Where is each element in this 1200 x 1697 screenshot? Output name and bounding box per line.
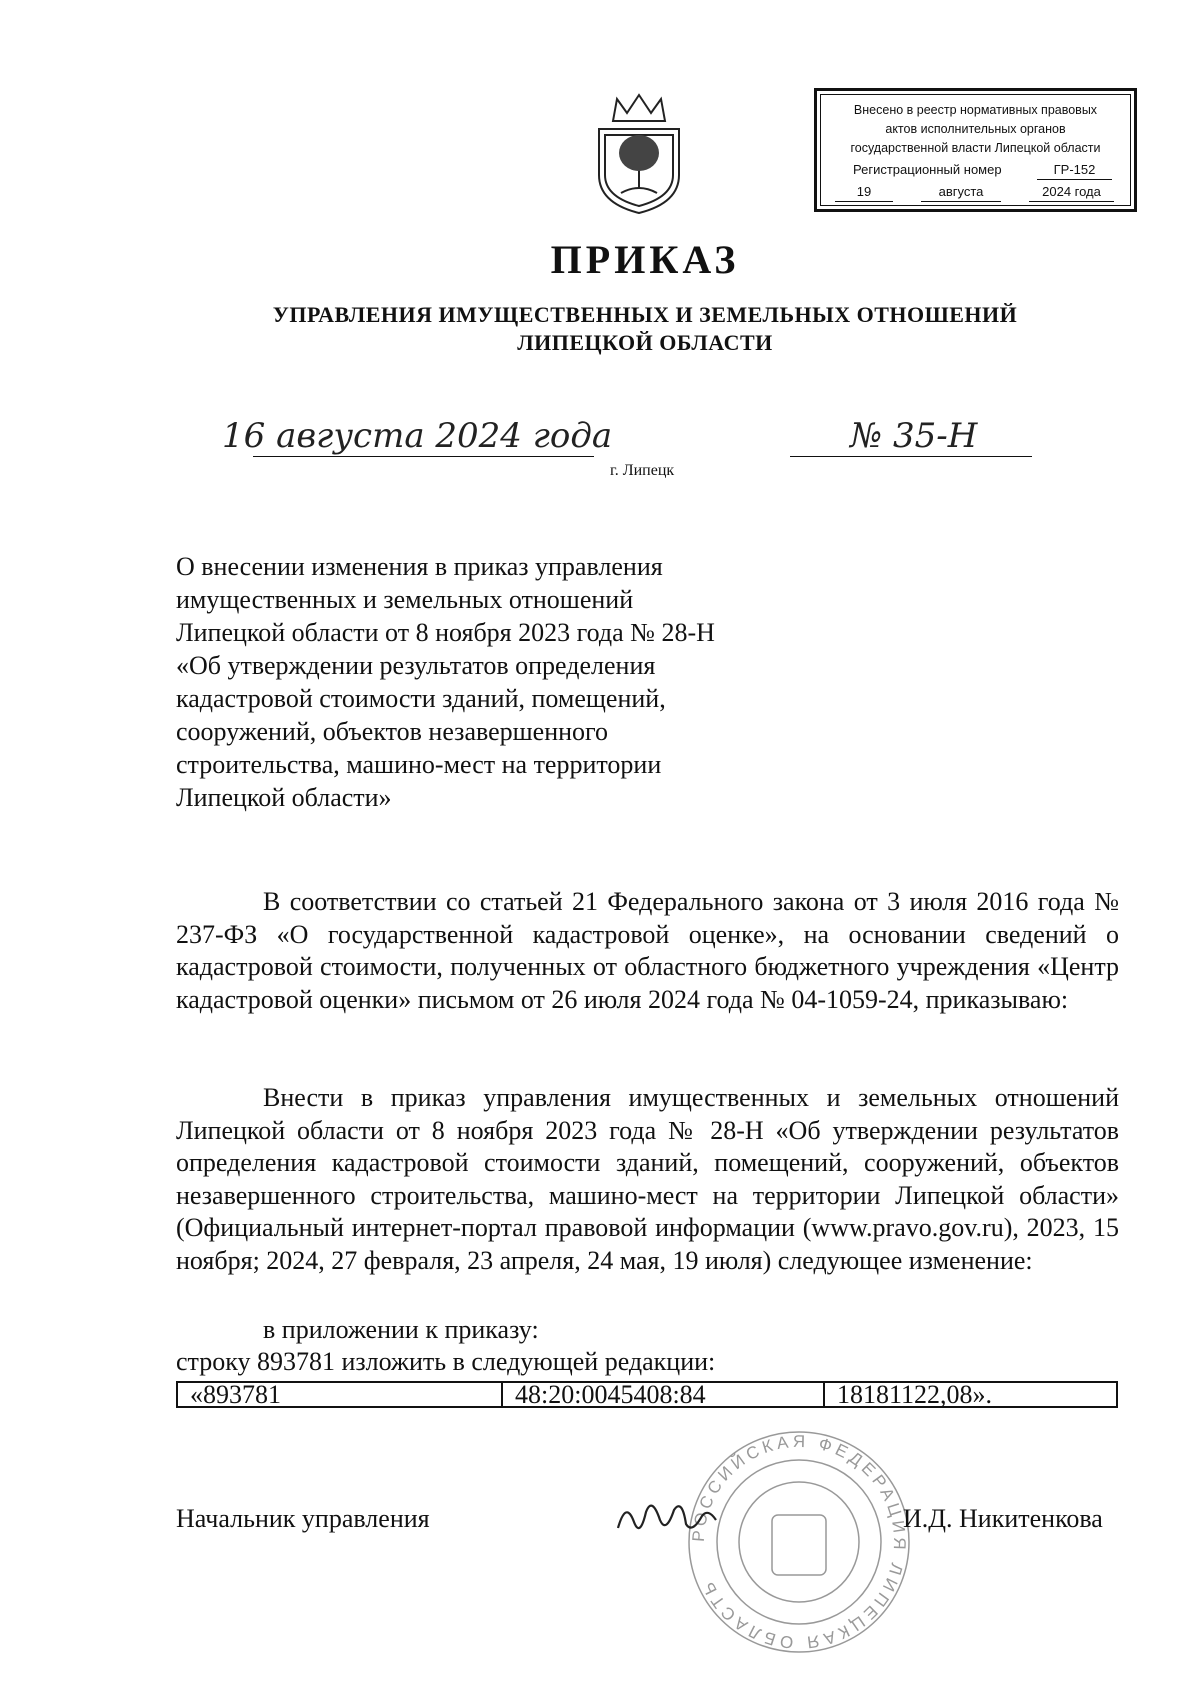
subject-line: строительства, машино-мест на территории — [176, 750, 662, 779]
seal-text: РОССИЙСКАЯ ФЕДЕРАЦИЯ ЛИПЕЦКАЯ ОБЛАСТЬ — [688, 1431, 910, 1653]
svg-text:РОССИЙСКАЯ ФЕДЕРАЦИЯ ЛИПЕЦКАЯ — [689, 1432, 909, 1652]
registry-month: августа — [921, 182, 1001, 202]
registry-line-3: государственной власти Липецкой области — [850, 141, 1101, 155]
table-cell-cadastral-number: 48:20:0045408:84 — [503, 1383, 825, 1406]
handwritten-number: № 35-Н — [850, 416, 978, 456]
signatory-position: Начальник управления — [176, 1504, 430, 1533]
row-instruction-line: строку 893781 изложить в следующей редакции: — [176, 1347, 716, 1376]
document-title: ПРИКАЗ — [550, 237, 740, 282]
table-cell-row-number: «893781 — [178, 1383, 503, 1406]
subject-line: Липецкой области» — [176, 783, 392, 812]
registry-line-2: актов исполнительных органов — [885, 122, 1066, 136]
signatory-name: И.Д. Никитенкова — [903, 1504, 1103, 1533]
org-name-line-2: ЛИПЕЦКОЙ ОБЛАСТИ — [517, 330, 773, 355]
order-subject — [176, 550, 715, 814]
appendix-line: в приложении к приказу: — [263, 1315, 539, 1344]
coat-of-arms-icon — [591, 93, 687, 215]
registry-stamp — [814, 88, 1137, 212]
body-paragraph-2: Внести в приказ управления имущественных и земельных отношений Липецкой области от 8 ноября 2023 года № 28-Н «Об утверждении результатов определения кадастровой стоимости зданий, помещений, сооружений, объектов незавершенного строительства, машино-мест на территории Липецкой области» (Официальный интернет-портал правовой информации (www.pravo.gov.ru), 2023, 15 ноября; 2024, 27 февраля, 23 апреля, 24 мая, 19 июля) следующее изменение: — [176, 1083, 1119, 1275]
date-underline — [253, 456, 594, 457]
amendment-table-row — [176, 1381, 1118, 1408]
city: г. Липецк — [610, 462, 675, 479]
table-cell-cadastral-value: 18181122,08». — [837, 1380, 993, 1409]
number-underline — [790, 456, 1032, 457]
registry-number: ГР-152 — [1037, 160, 1112, 180]
registry-day: 19 — [835, 182, 893, 202]
subject-line: О внесении изменения в приказ управления — [176, 552, 663, 581]
registry-line-1: Внесено в реестр нормативных правовых — [853, 103, 1098, 117]
handwritten-date: 16 августа 2024 года — [222, 416, 613, 456]
handwritten-signature — [612, 1490, 722, 1540]
registry-number-label: Регистрационный номер — [853, 162, 1002, 177]
subject-line: имущественных и земельных отношений — [176, 585, 634, 614]
official-seal-stamp — [684, 1427, 914, 1657]
subject-line: Липецкой области от 8 ноября 2023 года № 28-Н — [176, 618, 715, 647]
subject-line: сооружений, объектов незавершенного — [176, 717, 609, 746]
org-name-line-1: УПРАВЛЕНИЯ ИМУЩЕСТВЕННЫХ И ЗЕМЕЛЬНЫХ ОТНОШЕНИЙ — [272, 302, 1018, 327]
subject-line: «Об утверждении результатов определения — [176, 651, 656, 680]
subject-line: кадастровой стоимости зданий, помещений, — [176, 684, 666, 713]
body-paragraph-1: В соответствии со статьей 21 Федерального закона от 3 июля 2016 года № 237-ФЗ «О государственной кадастровой оценке», на основании сведений о кадастровой стоимости, полученных от областного бюджетного учреждения «Центр кадастровой оценки» письмом от 26 июля 2024 года № 04-1059-24, приказываю: — [176, 887, 1119, 1014]
registry-year: 2024 года — [1029, 182, 1114, 202]
